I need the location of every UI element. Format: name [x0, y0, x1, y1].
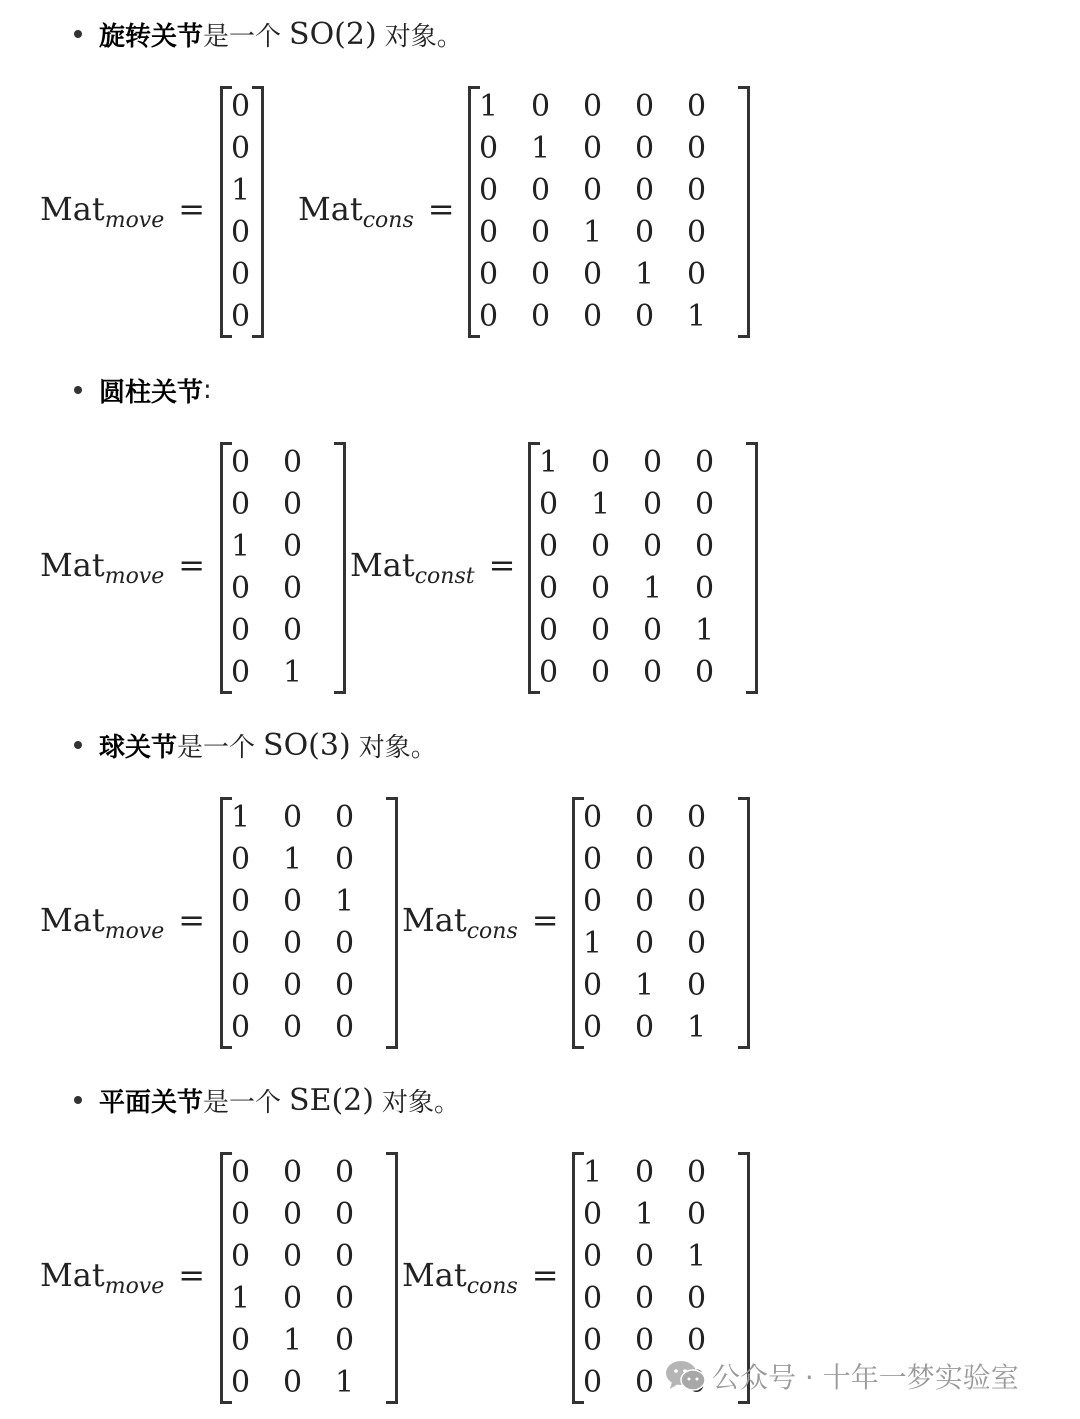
matrix-cell: 0 — [643, 445, 663, 480]
matrix-cell: 0 — [583, 299, 603, 334]
bracket-corner — [223, 1046, 232, 1049]
matrix-cell: 0 — [687, 1281, 707, 1316]
matrix-cell: 0 — [591, 445, 611, 480]
matrix-cell: 0 — [635, 173, 655, 208]
matrix-cell: 0 — [687, 884, 707, 919]
matrix-cell: 0 — [539, 655, 559, 690]
matrix-cell: 0 — [583, 1010, 603, 1045]
bracket-corner — [575, 1046, 584, 1049]
equals-sign: = — [427, 190, 455, 228]
bullet-planar-joint — [74, 1080, 460, 1120]
matrix-cell: 0 — [695, 571, 715, 606]
matrix-cell: 0 — [635, 1281, 655, 1316]
matrix-cell: 0 — [583, 1197, 603, 1232]
matrix-cell: 0 — [283, 1155, 303, 1190]
matrix-cell: 0 — [583, 1281, 603, 1316]
matrix-cell: 1 — [635, 257, 655, 292]
mat-subscript: move — [104, 919, 165, 944]
matrix-cell: 0 — [283, 1365, 303, 1400]
matrix-cell: 0 — [643, 655, 663, 690]
bullet-revolute-joint — [74, 14, 463, 54]
matrix-cell: 0 — [583, 1365, 603, 1400]
matrix-cell: 0 — [687, 1323, 707, 1358]
bracket-corner — [738, 797, 747, 800]
matrix-cell: 0 — [687, 1155, 707, 1190]
matrix-cell: 0 — [635, 800, 655, 835]
matrix-cell: 0 — [231, 1010, 251, 1045]
matrix-cell: 0 — [283, 1010, 303, 1045]
mat-move-label — [40, 901, 206, 944]
bracket-corner — [575, 1401, 584, 1404]
matrix-cons — [572, 797, 750, 1049]
matrix-cell: 0 — [583, 89, 603, 124]
matrix-cell: 0 — [231, 571, 251, 606]
matrix-cell: 0 — [231, 1365, 251, 1400]
matrix-cell: 0 — [231, 1239, 251, 1274]
mat-name: Mat — [350, 546, 415, 584]
matrix-cell: 0 — [283, 613, 303, 648]
matrix-cell: 0 — [643, 529, 663, 564]
bracket-corner — [738, 1401, 747, 1404]
mat-name: Mat — [40, 901, 105, 939]
matrix-cell: 1 — [283, 842, 303, 877]
matrix-cell: 1 — [283, 1323, 303, 1358]
matrix-cell: 0 — [591, 529, 611, 564]
matrix-cell: 0 — [583, 842, 603, 877]
matrix-cell: 0 — [479, 257, 499, 292]
matrix-cell: 1 — [687, 299, 707, 334]
bracket-corner — [738, 335, 747, 338]
matrix-cell: 0 — [591, 571, 611, 606]
bracket-corner — [471, 86, 480, 89]
matrix-cell: 0 — [283, 445, 303, 480]
matrix-cell: 0 — [335, 968, 355, 1003]
matrix-cell: 0 — [335, 1010, 355, 1045]
matrix-cell: 0 — [583, 968, 603, 1003]
matrix-cell: 0 — [231, 1155, 251, 1190]
matrix-cell: 0 — [335, 926, 355, 961]
matrix-cell: 0 — [539, 571, 559, 606]
joint-name: 平面关节 — [99, 1087, 204, 1118]
matrix-cell: 0 — [231, 131, 251, 166]
matrix-cell: 0 — [687, 968, 707, 1003]
matrix-cell: 0 — [231, 613, 251, 648]
bullet-dot-icon — [74, 1096, 82, 1104]
matrix-cell: 0 — [591, 655, 611, 690]
matrix-cell: 0 — [687, 800, 707, 835]
matrix-cell: 0 — [231, 257, 251, 292]
matrix-cell: 0 — [231, 926, 251, 961]
matrix-cell: 0 — [531, 257, 551, 292]
matrix-cell: 0 — [283, 884, 303, 919]
bracket-corner — [386, 797, 395, 800]
matrix-cell: 0 — [635, 1010, 655, 1045]
bracket-corner — [738, 86, 747, 89]
matrix-cell: 0 — [283, 1197, 303, 1232]
matrix-cell: 0 — [283, 968, 303, 1003]
matrix-cell: 0 — [531, 215, 551, 250]
bracket-corner — [223, 691, 232, 694]
mat-cons-label — [402, 901, 559, 944]
matrix-cell: 0 — [643, 613, 663, 648]
matrix-cell: 0 — [531, 299, 551, 334]
bracket-corner — [386, 1152, 395, 1155]
joint-name: 旋转关节 — [99, 21, 204, 52]
matrix-cell: 0 — [635, 1155, 655, 1190]
matrix-cell: 0 — [335, 1281, 355, 1316]
bullet-text: 是一个 — [177, 732, 256, 763]
matrix-cell: 0 — [283, 1239, 303, 1274]
matrix-cell: 0 — [283, 800, 303, 835]
bracket-corner — [746, 691, 755, 694]
equals-sign: = — [531, 901, 559, 939]
matrix-cell: 0 — [335, 1323, 355, 1358]
bracket-corner — [223, 442, 232, 445]
bracket-corner — [738, 1046, 747, 1049]
mat-cons-label — [402, 1256, 559, 1299]
matrix-cell: 0 — [583, 131, 603, 166]
matrix-move — [220, 797, 398, 1049]
wechat-icon — [664, 1359, 708, 1393]
matrix-cell: 1 — [643, 571, 663, 606]
mat-subscript: move — [104, 1274, 165, 1299]
matrix-cell: 1 — [583, 215, 603, 250]
equals-sign: = — [178, 1256, 206, 1294]
matrix-cell: 0 — [583, 1323, 603, 1358]
matrix-cell: 1 — [231, 173, 251, 208]
matrix-cell: 0 — [231, 1197, 251, 1232]
bullet-dot-icon — [74, 30, 82, 38]
matrix-cell: 0 — [635, 926, 655, 961]
mat-cons-label — [298, 190, 455, 233]
matrix-cell: 0 — [695, 655, 715, 690]
matrix-cell: 0 — [539, 613, 559, 648]
mat-name: Mat — [40, 546, 105, 584]
matrix-cell: 1 — [635, 1197, 655, 1232]
matrix-cell: 0 — [335, 842, 355, 877]
matrix-cell: 0 — [635, 131, 655, 166]
mat-move-label — [40, 546, 206, 589]
matrix-cell: 0 — [231, 487, 251, 522]
watermark-text: 公众号 · 十年一梦实验室 — [712, 1361, 1019, 1394]
matrix-cell: 0 — [695, 445, 715, 480]
matrix-cell: 1 — [479, 89, 499, 124]
bracket-corner — [531, 442, 540, 445]
bracket-corner — [746, 442, 755, 445]
watermark — [664, 1356, 1019, 1396]
matrix-cell: 0 — [583, 257, 603, 292]
mat-subscript: cons — [362, 208, 414, 233]
bullet-dot-icon — [74, 386, 82, 394]
mat-name: Mat — [40, 1256, 105, 1294]
matrix-cell: 0 — [687, 173, 707, 208]
matrix-move — [220, 1152, 398, 1404]
matrix-cell: 0 — [283, 571, 303, 606]
matrix-cell: 0 — [539, 487, 559, 522]
matrix-cell: 0 — [283, 487, 303, 522]
matrix-cell: 0 — [539, 529, 559, 564]
matrix-cell: 0 — [531, 173, 551, 208]
mat-name: Mat — [402, 901, 467, 939]
bullet-text-end: 对象。 — [381, 1087, 460, 1118]
matrix-cell: 0 — [335, 1239, 355, 1274]
bracket-corner — [334, 442, 343, 445]
matrix-cell: 0 — [635, 842, 655, 877]
matrix-cell: 0 — [687, 842, 707, 877]
matrix-cell: 0 — [583, 1239, 603, 1274]
matrix-cell: 0 — [635, 884, 655, 919]
bracket-corner — [471, 335, 480, 338]
bracket-corner — [252, 86, 261, 89]
mat-subscript: cons — [466, 919, 518, 944]
matrix-cell: 0 — [687, 89, 707, 124]
matrix-cell: 0 — [635, 1239, 655, 1274]
matrix-cell: 0 — [231, 445, 251, 480]
matrix-cell: 0 — [231, 968, 251, 1003]
mat-subscript: const — [414, 564, 475, 589]
matrix-cell: 0 — [687, 1197, 707, 1232]
bracket-corner — [531, 691, 540, 694]
matrix-cell: 1 — [591, 487, 611, 522]
matrix-cell: 0 — [643, 487, 663, 522]
matrix-cell: 0 — [687, 131, 707, 166]
matrix-cell: 1 — [583, 1155, 603, 1190]
bracket-corner — [223, 1401, 232, 1404]
bracket-corner — [386, 1401, 395, 1404]
matrix-cell: 0 — [479, 173, 499, 208]
mat-name: Mat — [402, 1256, 467, 1294]
matrix-cell: 0 — [231, 842, 251, 877]
equals-sign: = — [531, 1256, 559, 1294]
matrix-cell: 0 — [635, 299, 655, 334]
matrix-cell: 1 — [231, 529, 251, 564]
bracket-corner — [575, 1152, 584, 1155]
bracket-corner — [575, 797, 584, 800]
matrix-cell: 1 — [231, 800, 251, 835]
matrix-cell: 0 — [635, 215, 655, 250]
bracket-corner — [223, 797, 232, 800]
bullet-text: 是一个 — [203, 1087, 282, 1118]
bracket-corner — [738, 1152, 747, 1155]
matrix-cell: 0 — [687, 215, 707, 250]
bracket-corner — [252, 335, 261, 338]
matrix-cell: 0 — [687, 926, 707, 961]
matrix-cell: 0 — [531, 89, 551, 124]
matrix-cell: 1 — [635, 968, 655, 1003]
mat-subscript: move — [104, 208, 165, 233]
matrix-cell: 1 — [335, 884, 355, 919]
matrix-cell: 1 — [531, 131, 551, 166]
matrix-cell: 1 — [695, 613, 715, 648]
bullet-cylindrical-joint — [74, 370, 212, 410]
matrix-cell: 0 — [479, 215, 499, 250]
matrix-cell: 0 — [283, 1281, 303, 1316]
matrix-cell: 0 — [231, 655, 251, 690]
matrix-cell: 0 — [479, 299, 499, 334]
mat-move-label — [40, 1256, 206, 1299]
matrix-cell: 0 — [335, 1197, 355, 1232]
equals-sign: = — [178, 190, 206, 228]
matrix-cell: 1 — [687, 1239, 707, 1274]
matrix-cell: 0 — [335, 800, 355, 835]
mat-move-label — [40, 190, 206, 233]
bullet-spherical-joint — [74, 725, 437, 765]
matrix-cell: 0 — [695, 529, 715, 564]
bracket-corner — [223, 335, 232, 338]
matrix-cell: 1 — [687, 1010, 707, 1045]
matrix-cell: 1 — [583, 926, 603, 961]
matrix-cell: 0 — [479, 131, 499, 166]
bullet-text-end: 对象。 — [384, 21, 463, 52]
bracket-corner — [386, 1046, 395, 1049]
matrix-cell: 0 — [583, 884, 603, 919]
joint-name: 球关节 — [99, 732, 178, 763]
mat-name: Mat — [298, 190, 363, 228]
matrix-cell: 0 — [635, 89, 655, 124]
matrix-move — [220, 86, 264, 338]
matrix-cell: 1 — [335, 1365, 355, 1400]
matrix-cell: 0 — [231, 884, 251, 919]
equals-sign: = — [178, 901, 206, 939]
matrix-cell: 1 — [231, 1281, 251, 1316]
mat-name: Mat — [40, 190, 105, 228]
matrix-cell: 0 — [283, 529, 303, 564]
bracket-corner — [334, 691, 343, 694]
matrix-cell: 0 — [635, 1323, 655, 1358]
bullet-dot-icon — [74, 741, 82, 749]
group-symbol: SE(2) — [289, 1082, 374, 1118]
bracket-corner — [223, 86, 232, 89]
group-symbol: SO(2) — [289, 16, 377, 52]
matrix-cell: 0 — [583, 173, 603, 208]
matrix-cell: 0 — [231, 215, 251, 250]
matrix-cell: 0 — [231, 1323, 251, 1358]
matrix-cell: 0 — [591, 613, 611, 648]
bullet-text-end: 对象。 — [358, 732, 437, 763]
bullet-text: 是一个 — [203, 21, 282, 52]
matrix-move — [220, 442, 346, 694]
mat-subscript: move — [104, 564, 165, 589]
group-symbol: SO(3) — [263, 727, 351, 763]
bullet-text: : — [203, 375, 212, 405]
matrix-cell: 0 — [583, 800, 603, 835]
matrix-cell: 0 — [335, 1155, 355, 1190]
matrix-cons — [528, 442, 758, 694]
matrix-cell: 1 — [539, 445, 559, 480]
mat-const-label — [350, 546, 516, 589]
equals-sign: = — [488, 546, 516, 584]
matrix-cell: 0 — [283, 926, 303, 961]
matrix-cell: 0 — [231, 89, 251, 124]
matrix-cell: 0 — [635, 1365, 655, 1400]
matrix-cons — [468, 86, 750, 338]
joint-name: 圆柱关节 — [99, 377, 204, 408]
matrix-cell: 0 — [695, 487, 715, 522]
matrix-cell: 1 — [283, 655, 303, 690]
matrix-cell: 0 — [687, 257, 707, 292]
matrix-cell: 0 — [231, 299, 251, 334]
bracket-corner — [223, 1152, 232, 1155]
equals-sign: = — [178, 546, 206, 584]
mat-subscript: cons — [466, 1274, 518, 1299]
